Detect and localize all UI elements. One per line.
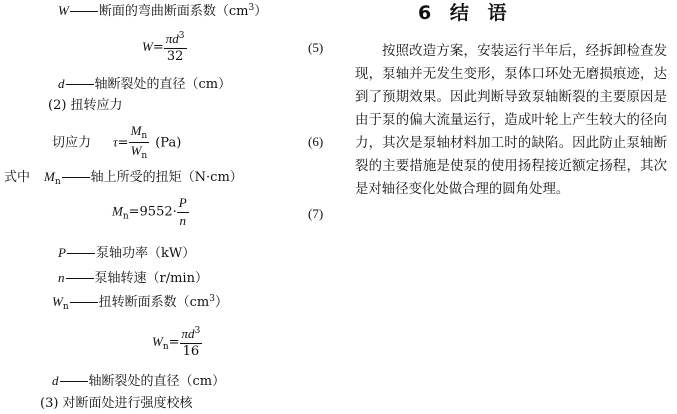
d-definition-text: 轴断裂处的直径（cm） [94,77,232,92]
d-symbol: d [52,373,59,388]
em-dash [70,302,98,303]
em-dash [60,381,88,382]
wn-symbol: W [52,294,63,309]
eq6-numerator: M [130,123,142,138]
w-unit-exponent: 3 [248,3,255,13]
equation-6 [52,124,181,162]
eq7-lhs: M [112,203,123,219]
em-dash [67,253,95,254]
eq6-unit: (Pa) [155,135,182,151]
eq6-denominator: W [130,143,142,159]
equation-number-5: (5) [308,40,324,55]
eq5-denominator: 32 [166,48,184,64]
eq5-numerator: πd [165,31,179,46]
d-definition-line-2 [52,374,225,388]
eq7-denominator: n [179,212,186,228]
eq5-lhs: W [142,39,153,55]
eq7-numerator: P [178,195,187,210]
conclusion-paragraph: 按照改造方案，安装运行半年后，经拆卸检查发现，泵轴并无发生变形，泵体口环处无磨损痕迹，达到了预期效果。因此判断导致泵轴断裂的主要原因是由于泵的偏大流量运行，造成叶轮上产生较大的径向力，其次是泵轴材料加工时的缺陷。因此防止泵轴断裂的主要措施是使泵的使用扬程接近额定扬程，其次是对轴径变化处做合理的圆角处理。 [355,44,667,197]
p-symbol: P [58,245,66,260]
mn-symbol: M [44,169,55,184]
mn-subscript: n [54,177,61,187]
em-dash [70,11,98,12]
eqwn-denominator: 16 [182,343,200,359]
mn-definition-line [4,170,243,187]
eq7-eq: =9552· [128,204,177,220]
eqwn-lhs-sub: n [162,342,169,353]
em-dash [66,84,94,85]
w-symbol: W [58,3,69,18]
n-definition-text: 泵轴转速（r/min） [94,271,208,286]
eq5-fraction [164,32,187,63]
n-symbol: n [58,270,65,285]
equation-number-6: (6) [308,134,324,149]
eqwn-equals: = [168,335,180,351]
eqwn-lhs: W [152,334,163,350]
wn-definition-line [52,295,228,312]
shi-zhong-label: 式中 [4,170,31,185]
eq6-lhs: τ [113,134,118,150]
d-definition-line-1 [58,77,231,91]
w-definition-line [58,4,267,18]
eq6-label: 切应力 [52,135,92,151]
w-definition-text: 断面的弯曲断面系数（cm [98,4,249,19]
equation-5 [142,32,187,63]
item-2-heading: (2) 扭转应力 [48,98,123,113]
eq6-numerator-sub: n [141,131,148,141]
mn-definition-text: 轴上所受的扭矩（N·cm） [90,170,243,185]
wn-definition-close: ） [214,295,228,310]
d-symbol: d [58,76,65,91]
equation-number-7: (7) [308,206,324,221]
eq7-lhs-sub: n [122,211,129,222]
eqwn-numerator-exponent: 3 [194,326,201,336]
eqwn-numerator: πd [181,326,195,341]
wn-unit-exponent: 3 [209,294,215,304]
wn-definition-text: 扭转断面系数（cm [98,295,210,310]
item-3-heading: (3) 对断面处进行强度校核 [40,396,193,411]
w-definition-close: ） [254,4,268,19]
equation-7 [112,196,189,228]
em-dash [62,177,90,178]
wn-subscript: n [62,302,69,312]
equation-wn [152,327,202,358]
eq5-equals: = [152,40,164,56]
section-heading: 6 结 语 [418,2,513,24]
eq5-numerator-exponent: 3 [178,31,185,41]
eq6-equals: = [117,135,129,151]
n-definition-line [58,271,208,285]
eqwn-fraction [180,327,203,358]
d-definition-text: 轴断裂处的直径（cm） [88,374,226,389]
eq6-fraction [129,124,150,162]
p-definition-line [58,246,195,260]
p-definition-text: 泵轴功率（kW） [95,246,196,261]
em-dash [66,278,94,279]
eq6-denominator-sub: n [141,151,148,162]
eq7-fraction [177,196,189,228]
